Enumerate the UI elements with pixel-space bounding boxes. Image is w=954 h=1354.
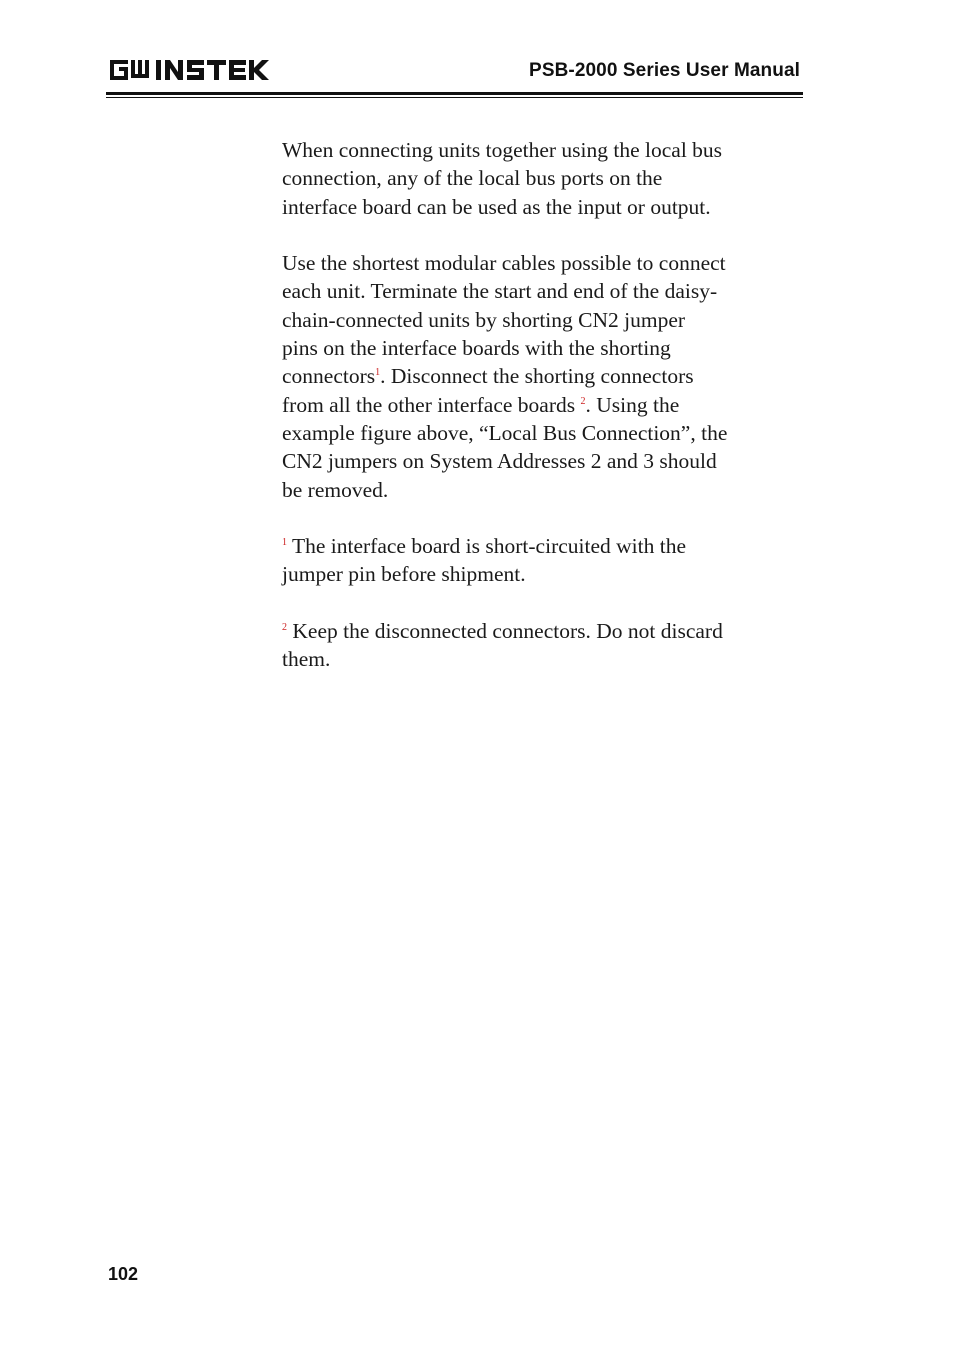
page-content: [282, 136, 804, 702]
manual-title: PSB-2000 Series User Manual: [529, 60, 800, 81]
text-fragment: connectors: [282, 364, 376, 389]
gw-instek-logo: [108, 56, 280, 84]
text-line: Use the shortest modular cables possible to connect: [282, 251, 726, 276]
text-line: When connecting units together using the local bus: [282, 138, 723, 162]
footnote-1: [282, 532, 804, 589]
text-fragment: . Using the: [585, 392, 680, 417]
text-line: CN2 jumpers on System Addresses 2 and 3 should: [282, 449, 717, 474]
text-fragment: Keep the disconnected connectors. Do not discard: [287, 619, 723, 644]
text-line: them.: [282, 647, 331, 672]
text-fragment: from all the other interface boards: [282, 392, 581, 417]
text-line: [282, 362, 804, 390]
text-line: jumper pin before shipment.: [282, 562, 526, 587]
footnote-ref-1: 1: [375, 367, 381, 379]
footnote-marker-2: 2: [282, 622, 287, 634]
text-fragment: The interface board is short-circuited with the: [287, 534, 686, 559]
footnote-2: [282, 617, 804, 674]
text-line: chain-connected units by shorting CN2 jumper: [282, 307, 686, 332]
paragraph-shorting-connectors: [282, 249, 804, 504]
text-line: interface board can be used as the input or output.: [282, 194, 711, 219]
header-rule-thin: [106, 97, 803, 98]
header-rule: [106, 92, 803, 95]
text-line: example figure above, “Local Bus Connection”, the: [282, 420, 728, 445]
paragraph-local-bus-ports: [282, 136, 804, 221]
text-line: [282, 391, 804, 419]
footnote-marker-1: 1: [282, 537, 287, 549]
text-line: [282, 532, 804, 560]
text-fragment: . Disconnect the shorting connectors: [380, 364, 694, 389]
text-line: [282, 617, 804, 645]
page-number: 102: [108, 1264, 139, 1284]
text-line: connection, any of the local bus ports on the: [282, 166, 663, 191]
text-line: be removed.: [282, 477, 389, 502]
text-line: pins on the interface boards with the shorting: [282, 336, 671, 361]
footnote-ref-2: 2: [580, 395, 586, 407]
text-line: each unit. Terminate the start and end of the daisy-: [282, 279, 718, 304]
